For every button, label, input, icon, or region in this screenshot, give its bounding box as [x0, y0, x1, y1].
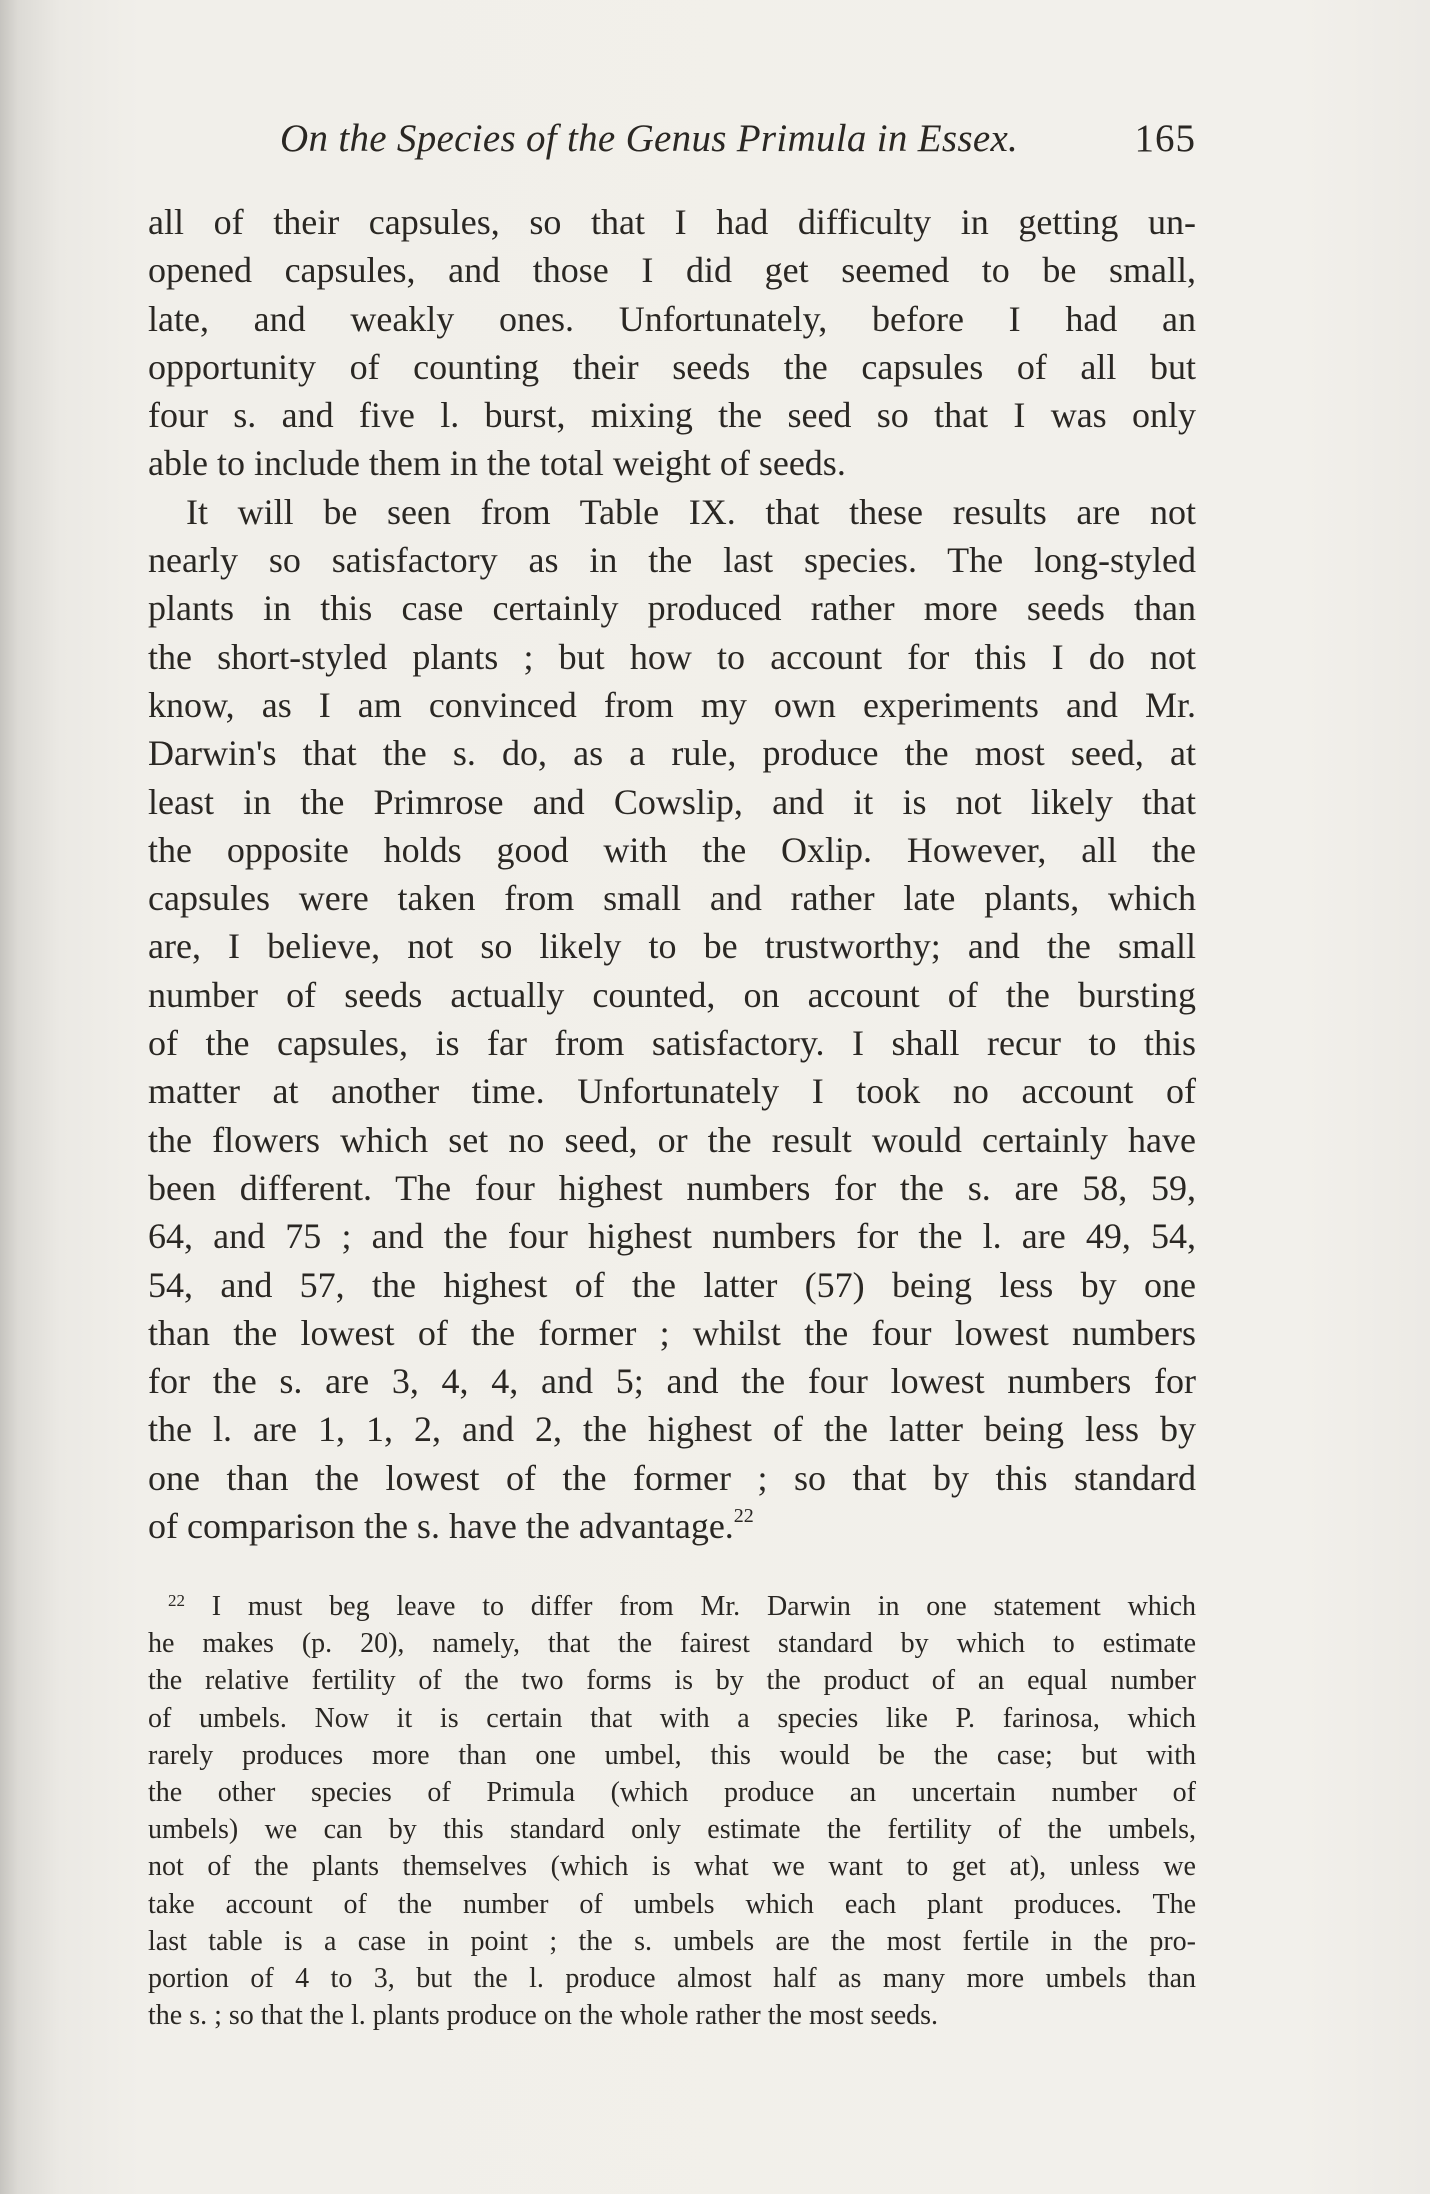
text-line-final-text: of comparison the s. have the advantage.	[148, 1506, 734, 1547]
footnote-reference[interactable]: 22	[733, 1505, 754, 1528]
text-line: opened capsules, and those I did get seemed to be small,	[148, 250, 1196, 291]
footnote	[148, 1588, 1196, 2034]
text-line: 64, and 75 ; and the four highest numbers for the l. are 49, 54,	[148, 1216, 1196, 1257]
footnote-line: last table is a case in point ; the s. umbels are the most fertile in the pro-	[148, 1925, 1196, 1957]
text-line: four s. and five l. burst, mixing the seed so that I was only	[148, 395, 1196, 436]
text-line: the l. are 1, 1, 2, and 2, the highest of the latter being less by	[148, 1409, 1196, 1450]
footnote-line: umbels) we can by this standard only estimate the fertility of the umbels,	[148, 1814, 1196, 1846]
footnote-line-first	[148, 1588, 1196, 1625]
footnote-line: not of the plants themselves (which is what we want to get at), unless we	[148, 1851, 1196, 1883]
text-line: matter at another time. Unfortunately I took no account of	[148, 1071, 1196, 1112]
text-line: nearly so satisfactory as in the last species. The long-styled	[148, 540, 1196, 581]
page-header	[150, 116, 1196, 176]
text-line: It will be seen from Table IX. that these results are not	[186, 491, 1196, 532]
text-line: the short-styled plants ; but how to account for this I do not	[148, 636, 1196, 677]
text-line: opportunity of counting their seeds the capsules of all but	[148, 346, 1196, 387]
text-line: are, I believe, not so likely to be trustworthy; and the small	[148, 926, 1196, 967]
text-line: plants in this case certainly produced rather more seeds than	[148, 588, 1196, 629]
footnote-line: the s. ; so that the l. plants produce on the whole rather the most seeds.	[148, 2000, 939, 2032]
text-line: 54, and 57, the highest of the latter (57) being less by one	[148, 1264, 1196, 1305]
text-line: been different. The four highest numbers for the s. are 58, 59,	[148, 1167, 1196, 1208]
text-line: least in the Primrose and Cowslip, and it is not likely that	[148, 781, 1196, 822]
text-line: of the capsules, is far from satisfactory. I shall recur to this	[148, 1023, 1196, 1064]
footnote-line: rarely produces more than one umbel, this would be the case; but with	[148, 1739, 1196, 1771]
text-line: number of seeds actually counted, on account of the bursting	[148, 974, 1196, 1015]
footnote-line: of umbels. Now it is certain that with a species like P. farinosa, which	[148, 1702, 1196, 1734]
page-number: 165	[1134, 117, 1196, 160]
running-title: On the Species of the Genus Primula in Essex.	[280, 117, 1019, 160]
text-line: Darwin's that the s. do, as a rule, produce the most seed, at	[148, 733, 1196, 774]
text-line: the flowers which set no seed, or the result would certainly have	[148, 1119, 1196, 1160]
text-line: the opposite holds good with the Oxlip. However, all the	[148, 829, 1196, 870]
body-text	[148, 198, 1196, 1550]
footnote-line: he makes (p. 20), namely, that the fairest standard by which to estimate	[148, 1628, 1196, 1660]
footnote-line: the other species of Primula (which produce an uncertain number of	[148, 1776, 1196, 1808]
footnote-line-text: I must beg leave to differ from Mr. Darwin in one statement which	[211, 1591, 1197, 1622]
footnote-marker: 22	[168, 1591, 185, 1610]
text-line: all of their capsules, so that I had difficulty in getting un-	[148, 202, 1196, 242]
text-line: capsules were taken from small and rather late plants, which	[148, 878, 1196, 919]
footnote-line: take account of the number of umbels which each plant produces. The	[148, 1888, 1196, 1920]
text-line: one than the lowest of the former ; so that by this standard	[148, 1457, 1196, 1498]
text-line: than the lowest of the former ; whilst the four lowest numbers	[148, 1312, 1196, 1353]
footnote-line: portion of 4 to 3, but the l. produce almost half as many more umbels than	[148, 1962, 1196, 1994]
footnote-line: the relative fertility of the two forms is by the product of an equal number	[148, 1665, 1196, 1697]
text-line: late, and weakly ones. Unfortunately, before I had an	[148, 298, 1196, 339]
text-line-final	[148, 1502, 1196, 1550]
text-line: for the s. are 3, 4, 4, and 5; and the four lowest numbers for	[148, 1361, 1196, 1402]
text-line: able to include them in the total weight of seeds.	[148, 443, 846, 484]
text-line: know, as I am convinced from my own experiments and Mr.	[148, 684, 1196, 725]
